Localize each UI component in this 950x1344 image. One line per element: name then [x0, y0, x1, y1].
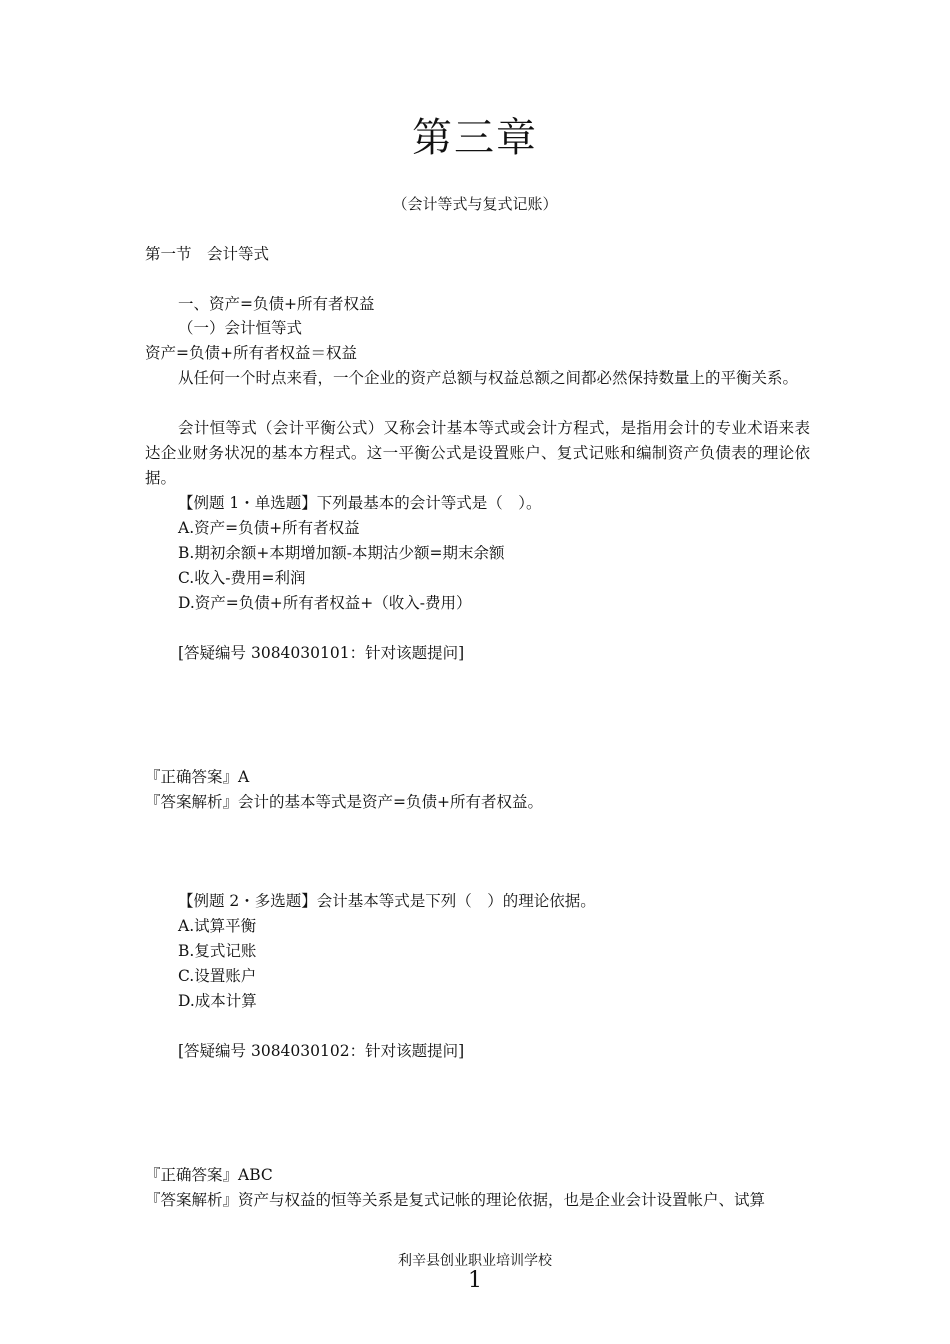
- example2-analysis: 『答案解析』资产与权益的恒等关系是复式记帐的理论依据，也是企业会计设置帐户、试算: [145, 1191, 766, 1209]
- paragraph-definition: 会计恒等式（会计平衡公式）又称会计基本等式或会计方程式，是指用会计的专业术语来表达企业财务状况的基本方程式。这一平衡公式是设置账户、复式记账和编制资产负债表的理论依据。: [145, 419, 810, 487]
- example1-analysis: 『答案解析』会计的基本等式是资产=负债+所有者权益。: [145, 793, 543, 811]
- example2-qa-link[interactable]: [答疑编号 3084030102：针对该题提问]: [178, 1042, 465, 1060]
- example2-option-c: C.设置账户: [178, 967, 257, 985]
- chapter-title: 第三章: [412, 115, 538, 161]
- example1-option-d: D.资产=负债+所有者权益+（收入-费用）: [178, 594, 472, 612]
- subpoint-heading: （一）会计恒等式: [178, 319, 303, 337]
- example1-option-b: B.期初余额+本期增加额-本期沽少额=期末余额: [178, 544, 505, 562]
- example2-option-b: B.复式记账: [178, 942, 257, 960]
- formula-line: 资产=负债+所有者权益＝权益: [145, 344, 357, 362]
- example1-answer: 『正确答案』A: [145, 768, 250, 786]
- page-number: 1: [468, 1268, 482, 1293]
- section-heading: 第一节 会计等式: [145, 245, 270, 263]
- example2-option-d: D.成本计算: [178, 992, 257, 1010]
- example2-option-a: A.试算平衡: [178, 917, 257, 935]
- footer-school: 利辛县创业职业培训学校: [398, 1253, 552, 1269]
- chapter-subtitle: （会计等式与复式记账）: [392, 195, 558, 213]
- point-heading: 一、资产=负债+所有者权益: [178, 295, 375, 313]
- example2-question: 【例题 2・多选题】会计基本等式是下列（ ）的理论依据。: [178, 892, 596, 910]
- example2-answer: 『正确答案』ABC: [145, 1166, 273, 1184]
- example1-option-a: A.资产=负债+所有者权益: [178, 519, 360, 537]
- paragraph-balance: 从任何一个时点来看，一个企业的资产总额与权益总额之间都必然保持数量上的平衡关系。: [178, 369, 799, 387]
- example1-question: 【例题 1・单选题】下列最基本的会计等式是（ ）。: [178, 494, 542, 512]
- example1-qa-link[interactable]: [答疑编号 3084030101：针对该题提问]: [178, 644, 465, 662]
- example1-option-c: C.收入-费用=利润: [178, 569, 306, 587]
